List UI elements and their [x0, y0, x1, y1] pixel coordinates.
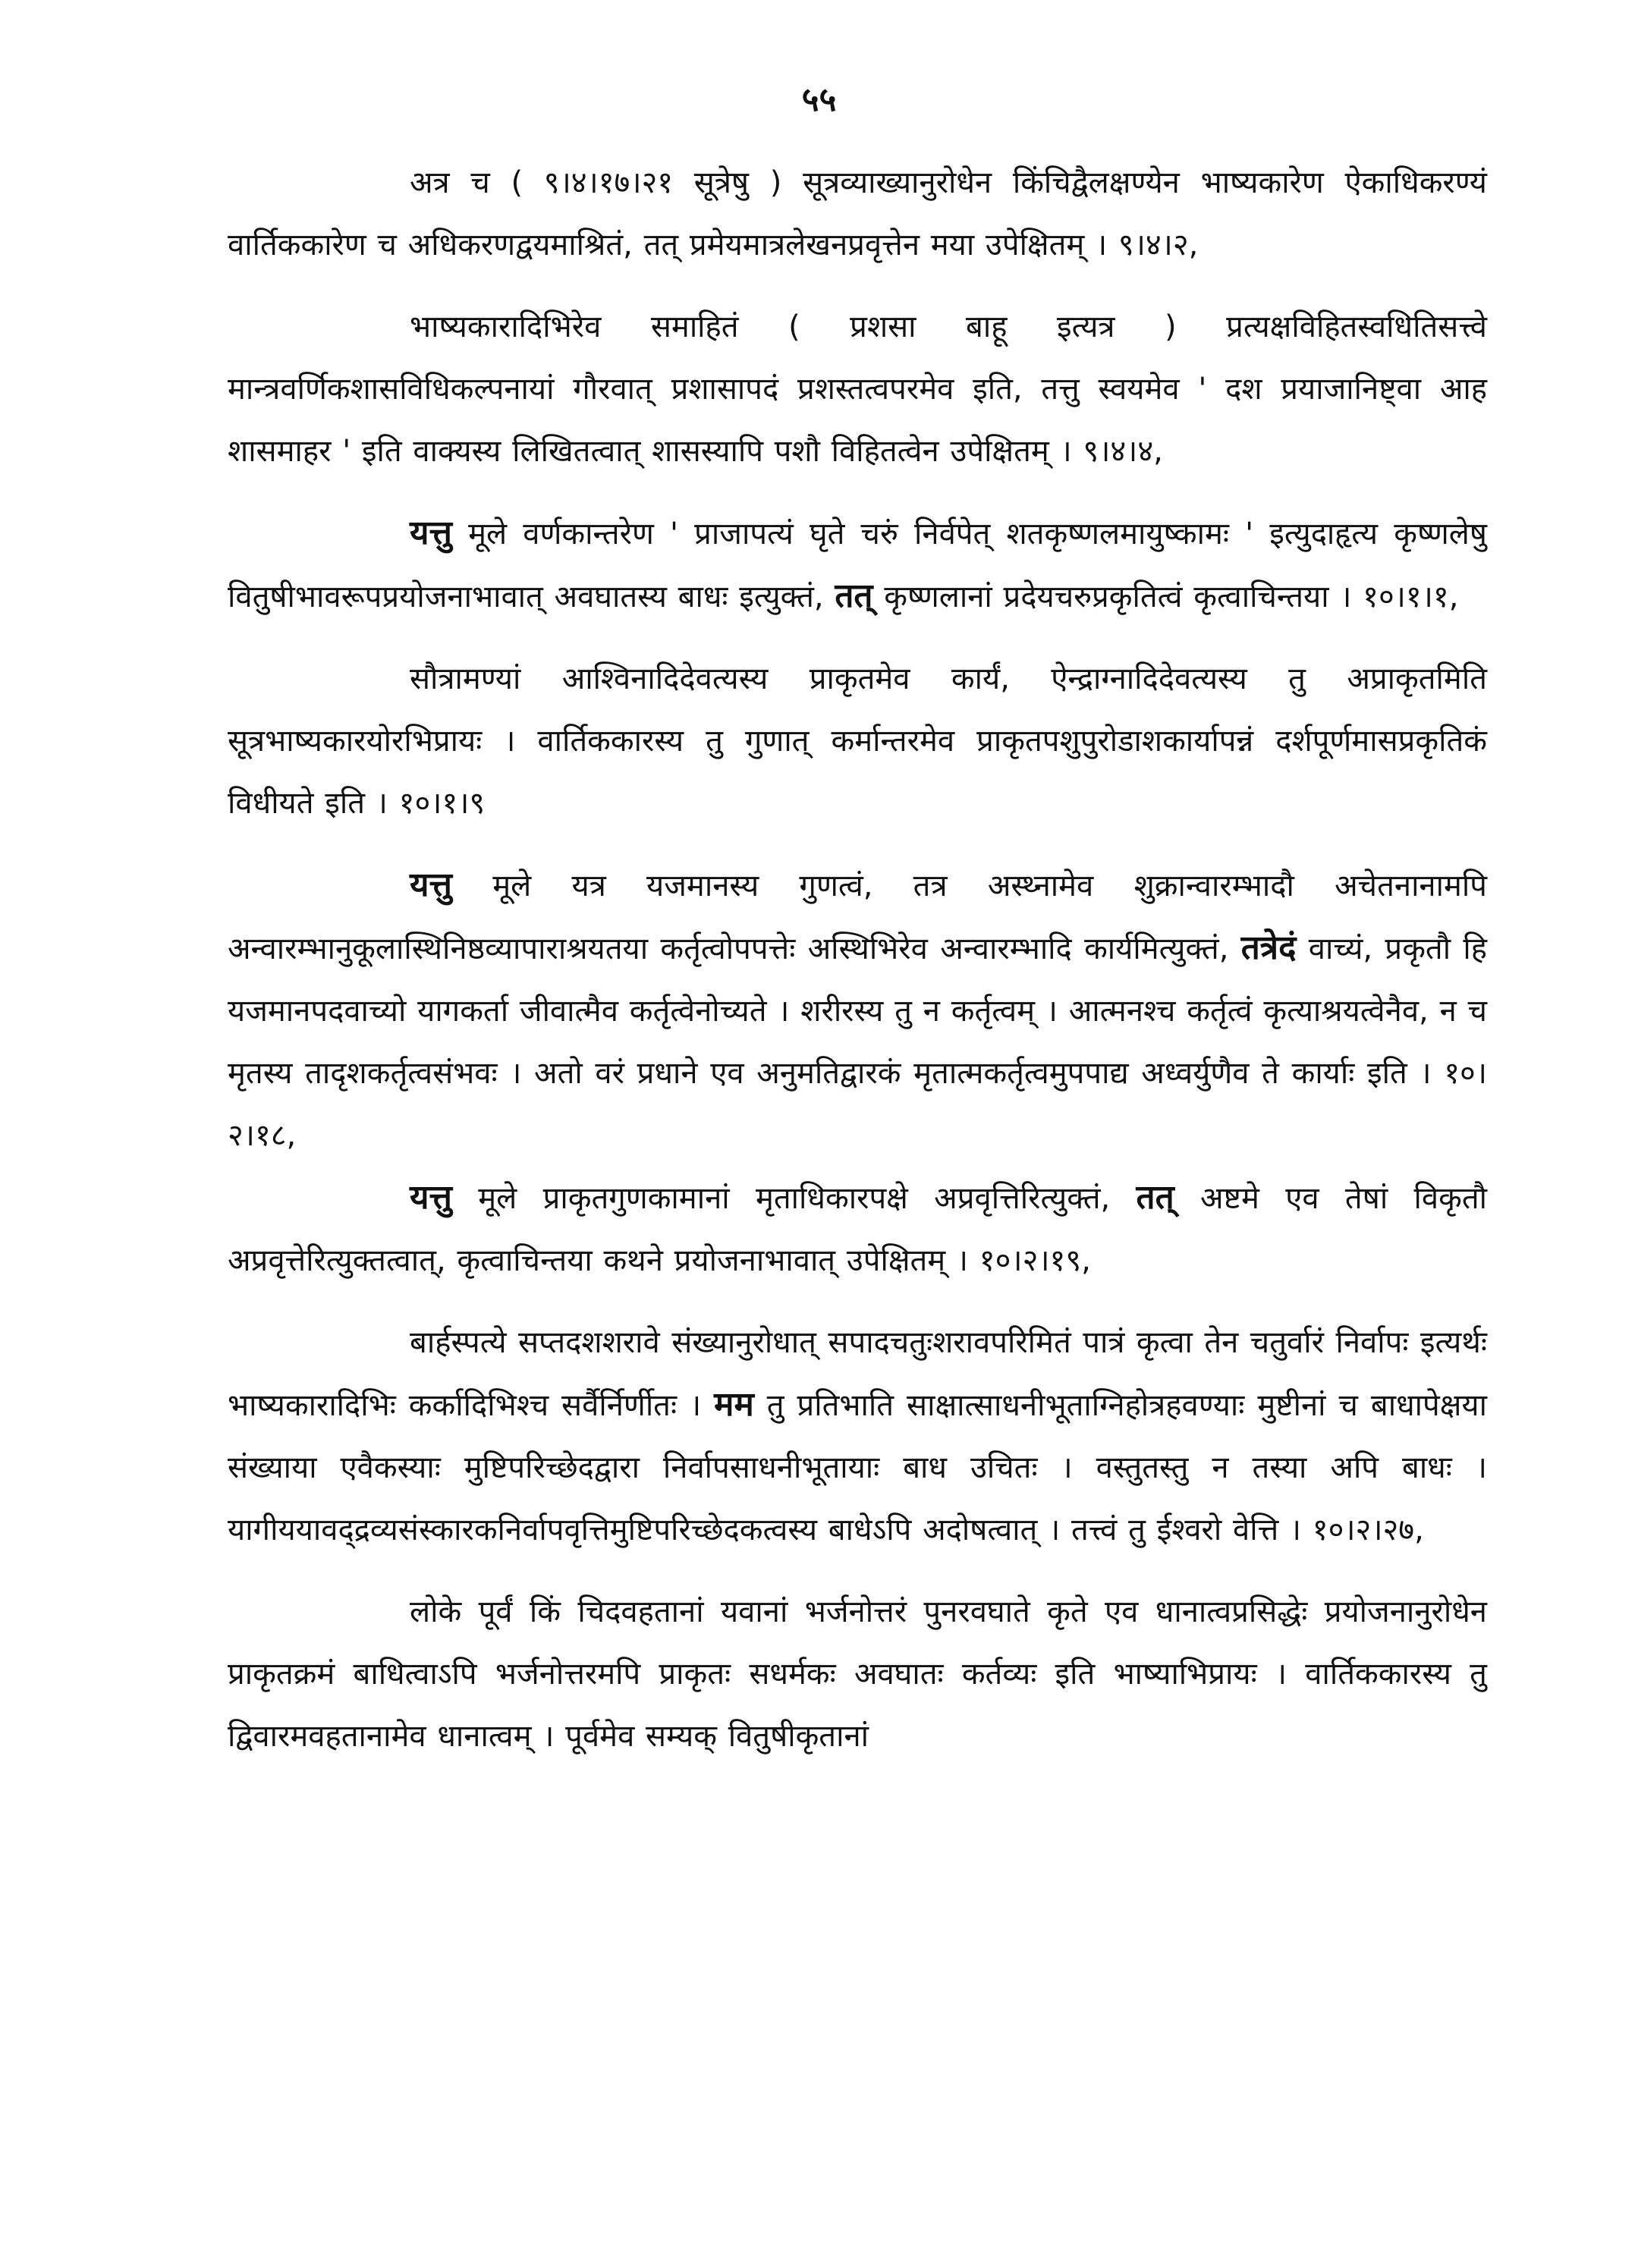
- lead-word: यत्तु: [410, 1178, 452, 1217]
- paragraph-text: सौत्रामण्यां आश्विनादिदेवत्यस्य प्राकृतमेव कार्यं, ऐन्द्राग्नादिदेवत्यस्य तु अप्राकृतमिति सूत्रभाष्यकारयोरभिप्रायः । वार्तिककारस्य तु गुणात् कर्मान्तरमेव प्राकृतपशुपुरोडाशकार्यापन्नं दर्शपूर्णमासप्रकृतिकं विधीयते इति । १०।१।९: [228, 661, 1487, 821]
- emphasis-word: मम: [714, 1385, 754, 1424]
- paragraph-text-tail: वाच्यं, प्रकृतौ हि यजमानपदवाच्यो यागकर्ता जीवात्मैव कर्तृत्वेनोच्यते । शरीरस्य तु न कर्तृत्वम् । आत्मनश्च कर्तृत्वं कृत्याश्रयत्वेनैव, न च मृतस्य तादृशकर्तृत्वसंभवः । अतो वरं प्रधाने एव अनुमतिद्वारकं मृतात्मकर्तृत्वमुपपाद्य अध्वर्युणैव ते कार्याः इति । १०।२।१८,: [228, 931, 1487, 1153]
- paragraph-text-tail: कृष्णलानां प्रदेयचरुप्रकृतित्वं कृत्वाचिन्तया । १०।१।१,: [872, 580, 1459, 614]
- paragraph-7: [228, 1311, 1487, 1561]
- paragraph-4: [228, 648, 1487, 834]
- paragraph-1: [228, 152, 1487, 276]
- paragraph-5: [228, 854, 1487, 1167]
- paragraph-6: [228, 1167, 1487, 1292]
- paragraph-2: [228, 296, 1487, 482]
- paragraph-text: लोके पूर्वं किं चिदवहतानां यवानां भर्जनोत्तरं पुनरवघाते कृते एव धानात्वप्रसिद्धेः प्रयोजनानुरोधेन प्राकृतक्रमं बाधित्वाऽपि भर्जनोत्तरमपि प्राकृतः सधर्मकः अवघातः कर्तव्यः इति भाष्याभिप्रायः । वार्तिककारस्य तु द्विवारमवहतानामेव धानात्वम् । पूर्वमेव सम्यक् वितुषीकृतानां: [228, 1594, 1487, 1754]
- emphasis-word: तत्: [1136, 1178, 1174, 1217]
- paragraph-8: [228, 1581, 1487, 1767]
- page-number: ५५: [801, 80, 837, 119]
- paragraph-text: भाष्यकारादिभिरेव समाहितं ( प्रशसा बाहू इत्यत्र ) प्रत्यक्षविहितस्वधितिसत्त्वे मान्त्रवर्णिकशासविधिकल्पनायां गौरवात् प्रशासापदं प्रशस्तत्वपरमेव इति, तत्तु स्वयमेव ' दश प्रयाजानिष्ट्वा आह शासमाहर ' इति वाक्यस्य लिखितत्वात् शासस्यापि पशौ विहितत्वेन उपेक्षितम् । ९।४।४,: [228, 309, 1487, 469]
- paragraph-text: बार्हस्पत्ये सप्तदशशरावे संख्यानुरोधात् सपादचतुःशरावपरिमितं पात्रं कृत्वा तेन चतुर्वारं निर्वापः इत्यर्थः भाष्यकारादिभिः कर्कादिभिश्च सर्वैर्निर्णीतः ।: [228, 1325, 1487, 1423]
- paragraph-text-tail: तु प्रतिभाति साक्षात्साधनीभूताग्निहोत्रहवण्याः मुष्टीनां च बाधापेक्षया संख्याया एवैकस्याः मुष्टिपरिच्छेदद्वारा निर्वापसाधनीभूतायाः बाध उचितः । वस्तुतस्तु न तस्या अपि बाधः । यागीययावद्द्रव्यसंस्कारकनिर्वापवृत्तिमुष्टिपरिच्छेदकत्वस्य बाधेऽपि अदोषत्वात् । तत्त्वं तु ईश्वरो वेत्ति । १०।२।२७,: [228, 1388, 1487, 1547]
- main-text: [228, 152, 1487, 1767]
- emphasis-word: तत्रेदं: [1240, 928, 1297, 967]
- emphasis-word: तत्: [835, 576, 873, 615]
- paragraph-text-tail: अष्टमे एव तेषां विकृतौ अप्रवृत्तेरित्युक्तत्वात्, कृत्वाचिन्तया कथने प्रयोजनाभावात् उपेक्षितम् । १०।२।१९,: [228, 1181, 1487, 1278]
- paragraph-text: मूले यत्र यजमानस्य गुणत्वं, तत्र अस्थ्नामेव शुक्रान्वारम्भादौ अचेतनानामपि अन्वारम्भानुकूलास्थिनिष्ठव्यापाराश्रयतया कर्तृत्वोपपत्तेः अस्थिभिरेव अन्वारम्भादि कार्यमित्युक्तं,: [228, 869, 1487, 966]
- paragraph-3: [228, 502, 1487, 628]
- paragraph-text: मूले वर्णकान्तरेण ' प्राजापत्यं घृते चरुं निर्वपेत् शतकृष्णलमायुष्कामः ' इत्युदाहृत्य कृष्णलेषु वितुषीभावरूपप्रयोजनाभावात् अवघातस्य बाधः इत्युक्तं,: [228, 517, 1487, 614]
- lead-word: यत्तु: [410, 865, 452, 904]
- paragraph-text: मूले प्राकृतगुणकामानां मृताधिकारपक्षे अप्रवृत्तिरित्युक्तं,: [451, 1181, 1137, 1216]
- lead-word: यत्तु: [410, 514, 452, 552]
- paragraph-text: अत्र च ( ९।४।१७।२१ सूत्रेषु ) सूत्रव्याख्यानुरोधेन किंचिद्वैलक्षण्येन भाष्यकारेण ऐकाधिकरण्यं वार्तिककारेण च अधिकरणद्वयमाश्रितं, तत् प्रमेयमात्रलेखनप्रवृत्तेन मया उपेक्षितम् । ९।४।२,: [228, 165, 1487, 262]
